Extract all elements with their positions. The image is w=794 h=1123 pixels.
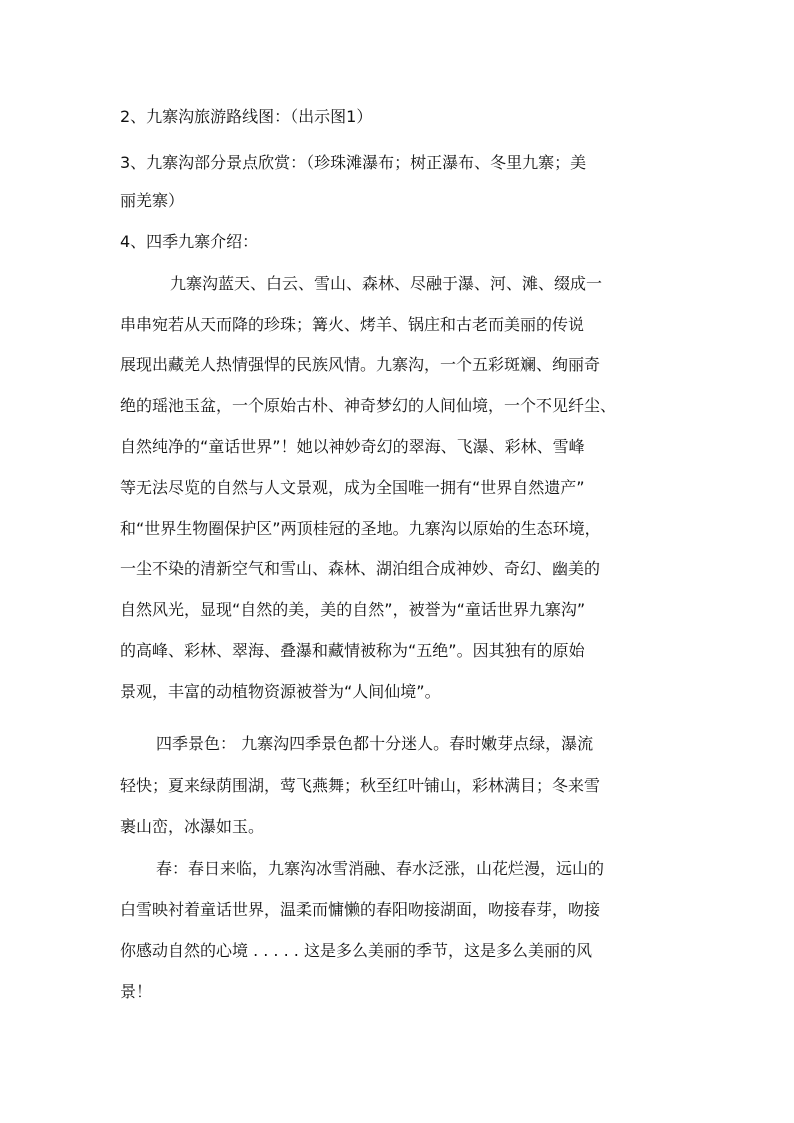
seasons-line: 四季景色： 九寨沟四季景色都十分迷人。春时嫩芽点绿，瀑流 bbox=[156, 734, 594, 753]
list-item-four-seasons: 4、四季九寨介绍： bbox=[120, 232, 259, 251]
list-item-route-map: 2、九寨沟旅游路线图：（出示图1） bbox=[120, 107, 373, 126]
intro-line: 串串宛若从天而降的珍珠；篝火、烤羊、锅庄和古老而美丽的传说 bbox=[120, 315, 585, 334]
list-item-scenic-spots: 3、九寨沟部分景点欣赏：（珍珠滩瀑布；树正瀑布、冬里九寨；美 bbox=[120, 153, 587, 172]
spring-line: 白雪映衬着童话世界，温柔而慵懒的春阳吻接湖面，吻接春芽，吻接 bbox=[120, 900, 601, 919]
intro-line: 绝的瑶池玉盆，一个原始古朴、神奇梦幻的人间仙境，一个不见纤尘、 bbox=[120, 396, 617, 415]
spring-line: 春：春日来临，九寨沟冰雪消融、春水泛涨，山花烂漫，远山的 bbox=[156, 859, 605, 878]
intro-line: 自然纯净的“童话世界”！她以神妙奇幻的翠海、飞瀑、彩林、雪峰 bbox=[120, 437, 585, 456]
spring-line: 你感动自然的心境 . . . . . 这是多么美丽的季节，这是多么美丽的风 bbox=[120, 941, 592, 960]
intro-line: 等无法尽览的自然与人文景观，成为全国唯一拥有“世界自然遗产” bbox=[120, 478, 585, 497]
seasons-line: 轻快；夏来绿荫围湖，莺飞燕舞；秋至红叶铺山，彩林满目；冬来雪 bbox=[120, 776, 601, 795]
intro-line: 景观，丰富的动植物资源被誉为“人间仙境”。 bbox=[120, 682, 441, 701]
intro-line: 九寨沟蓝天、白云、雪山、森林、尽融于瀑、河、滩、缀成一 bbox=[170, 274, 603, 293]
intro-line: 一尘不染的清新空气和雪山、森林、湖泊组合成神妙、奇幻、幽美的 bbox=[120, 559, 601, 578]
intro-line: 的高峰、彩林、翠海、叠瀑和藏情被称为“五绝”。因其独有的原始 bbox=[120, 641, 585, 660]
intro-line: 自然风光，显现“自然的美，美的自然”，被誉为“童话世界九寨沟” bbox=[120, 600, 586, 619]
list-item-scenic-spots-cont: 丽羌寨） bbox=[120, 191, 185, 210]
spring-line: 景！ bbox=[120, 982, 153, 1001]
seasons-line: 裹山峦，冰瀑如玉。 bbox=[120, 817, 265, 836]
intro-line: 和“世界生物圈保护区”两顶桂冠的圣地。九寨沟以原始的生态环境， bbox=[120, 519, 601, 538]
intro-line: 展现出藏羌人热情强悍的民族风情。九寨沟，一个五彩斑斓、绚丽奇 bbox=[120, 355, 601, 374]
